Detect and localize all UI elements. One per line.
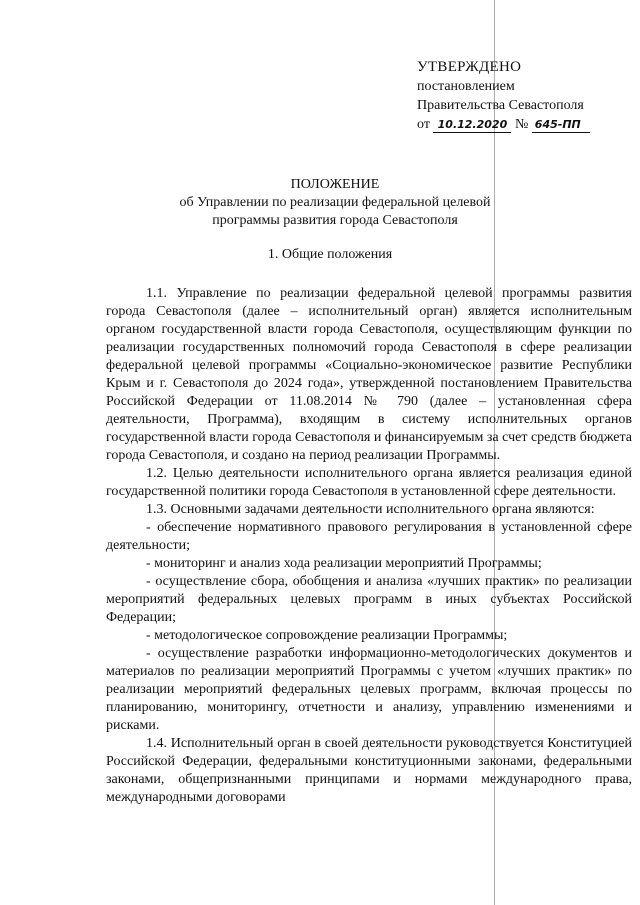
approval-line-2: Правительства Севастополя [417, 98, 584, 113]
paragraph-1-1: 1.1. Управление по реализации федеральной целевой программы развития города Севастополя (далее – исполнительный орган) является исполнительным органом государственной власти города Севастополя, осуществляющим функции по реализации государственных полномочий города Севастополя в сфере реализации федеральной целевой программы «Социально-экономическое развитие Республики Крым и г. Севастополя до 2024 года», утвержденной постановлением Правительства Российской Федерации от 11.08.2014 № 790 (далее – установленная сфера деятельности, Программа), входящим в систему исполнительных органов государственной власти города Севастополя и финансируемым за счет средств бюджета города Севастополя, и создано на период реализации Программы. [106, 286, 632, 463]
paragraph-1-3: 1.3. Основными задачами деятельности исполнительного органа являются: [146, 502, 595, 517]
task-item-2: - мониторинг и анализ хода реализации мероприятий Программы; [146, 556, 542, 571]
document-title: ПОЛОЖЕНИЕ [290, 177, 380, 192]
paragraph-1-4: 1.4. Исполнительный орган в своей деятельности руководствуется Конституцией Российской Федерации, федеральными конституционными законами, федеральными законами, общепризнанными принципами и нормами международного права, международными договорами [106, 736, 632, 805]
document-subtitle-line-2: программы развития города Севастополя [212, 213, 458, 228]
approval-heading: УТВЕРЖДЕНО [417, 59, 522, 75]
document-body [106, 285, 632, 807]
task-item-3: - осуществление сбора, обобщения и анализа «лучших практик» по реализации мероприятий федеральных целевых программ в иных субъектах Российской Федерации; [106, 574, 632, 625]
paragraph-1-2: 1.2. Целью деятельности исполнительного органа является реализация единой государственной политики города Севастополя в установленной сфере деятельности. [106, 466, 632, 499]
handwritten-date: 10.12.2020 [433, 118, 511, 133]
document-title-block [100, 176, 570, 230]
document-subtitle-line-1: об Управлении по реализации федеральной целевой [179, 195, 491, 210]
task-item-4: - методологическое сопровождение реализации Программы; [146, 628, 508, 643]
section-title: 1. Общие положения [267, 247, 393, 262]
handwritten-number: 645-ПП [532, 118, 590, 133]
approval-stamp-block [417, 58, 632, 134]
date-prefix: от [417, 117, 430, 132]
task-item-1: - обеспечение нормативного правового регулирования в установленной сфере деятельности; [106, 520, 632, 553]
approval-date-row [417, 115, 632, 134]
task-item-5: - осуществление разработки информационно-методологических документов и материалов по реализации мероприятий Программы с учетом «лучших практик» по реализации мероприятий федеральных целевых программ, включая процессы по планированию, мониторингу, отчетности и анализу, управлению изменениями и рисками. [106, 646, 632, 733]
number-prefix: № [514, 117, 529, 132]
approval-line-1: постановлением [417, 79, 515, 94]
